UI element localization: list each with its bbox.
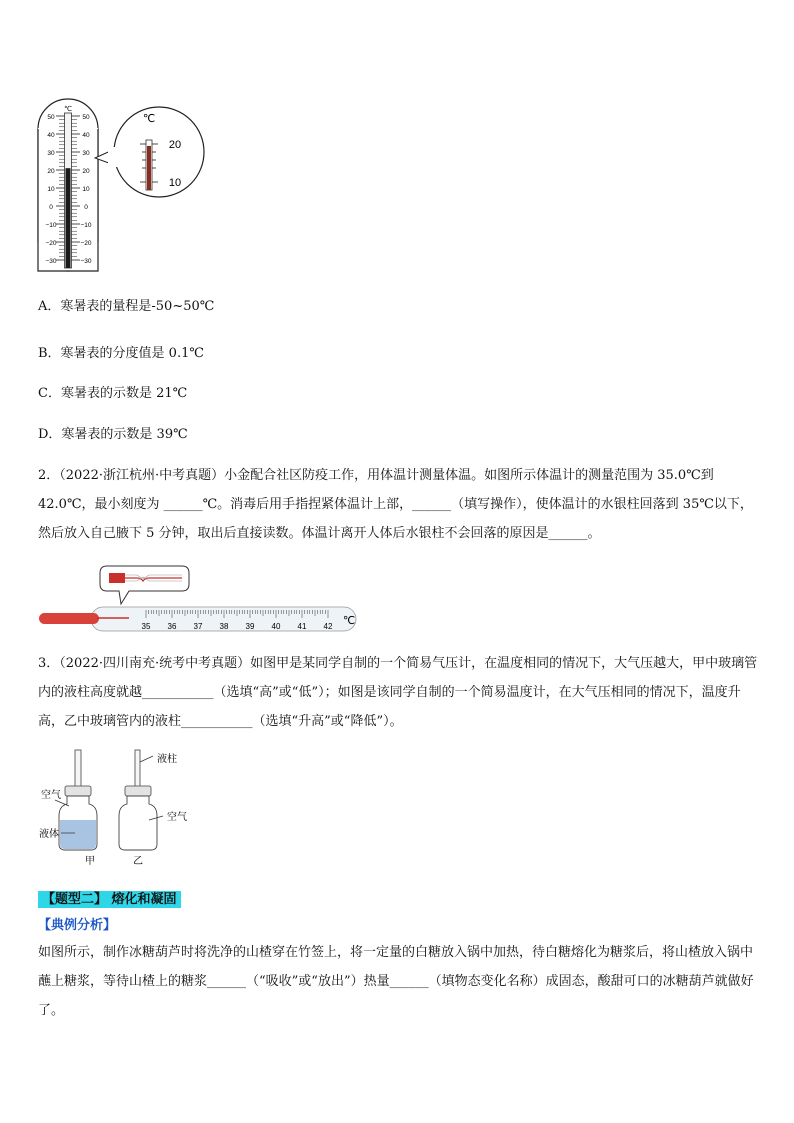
caption-yi: 乙 — [133, 856, 143, 867]
jia-cap — [65, 786, 91, 796]
scale-label-30-left: 30 — [47, 150, 55, 157]
clinical-label-40: 40 — [271, 622, 281, 631]
yi-bottle — [119, 796, 157, 850]
thermometer-figure — [37, 98, 207, 274]
section-heading: 【题型二】 熔化和凝固 — [38, 891, 181, 908]
scale-label-10-left: 10 — [47, 186, 55, 193]
scale-label-20-right: 20 — [82, 168, 90, 175]
zoom-label-20: 20 — [168, 139, 182, 151]
clinical-label-38: 38 — [219, 622, 229, 631]
constriction-callout — [100, 566, 189, 604]
zoom-unit-label: ℃ — [142, 113, 156, 125]
callout-mercury — [109, 573, 125, 583]
thermometer-bulb — [39, 613, 99, 624]
example-text: 如图所示，制作冰糖葫芦时将洗净的山楂穿在竹签上，将一定量的白糖放入锅中加热，待白糖熔化为糖浆后，将山楂放入锅中蘸上糖浆，等待山楂上的糖浆______（“吸收”或“放出”）热量______（填物态变化名称）成固态，酸甜可口的冰糖葫芦就做好了。 — [38, 945, 754, 1018]
unit-label: ℃ — [64, 106, 72, 113]
section-subheading: 【典例分析】 — [38, 918, 117, 933]
question-3: 3．（2022·四川南充·统考中考真题）如图甲是某同学自制的一个简易气压计，在温度相同的情况下，大气压越大，甲中玻璃管内的液柱高度就越___________（选填“高”或“低”）；如图是该同学自制的一个简易温度计，在大气压相同的情况下，温度升高，乙中玻璃管内的液柱___________（选填“升高”或“降低”）。 — [38, 656, 758, 729]
clinical-label-37: 37 — [193, 622, 203, 631]
clinical-label-42: 42 — [323, 622, 333, 631]
scale-label-30-right: 30 — [82, 150, 90, 157]
label-air-left: 空气 — [41, 790, 61, 801]
scale-label-neg20-right: −20 — [80, 240, 92, 247]
zoom-label-10: 10 — [168, 177, 182, 189]
scale-label-10-right: 10 — [82, 186, 90, 193]
option-a: A．寒暑表的量程是-50~50℃ — [38, 299, 215, 314]
clinical-label-41: 41 — [297, 622, 307, 631]
clinical-label-39: 39 — [245, 622, 255, 631]
caption-jia: 甲 — [85, 856, 95, 867]
scale-label-0-right: 0 — [84, 204, 88, 211]
label-air-right: 空气 — [167, 812, 187, 823]
scale-label-40-right: 40 — [82, 132, 90, 139]
scale-label-neg30-right: −30 — [80, 258, 92, 265]
scale-label-neg20-left: −20 — [45, 240, 57, 247]
clinical-label-36: 36 — [167, 622, 177, 631]
label-column: 液柱 — [157, 754, 177, 765]
scale-label-0-left: 0 — [49, 204, 53, 211]
scale-label-neg30-left: −30 — [45, 258, 57, 265]
zoom-liquid — [147, 146, 151, 190]
scale-label-50-left: 50 — [47, 114, 55, 121]
scale-label-neg10-left: −10 — [45, 222, 57, 229]
bottles-figure — [37, 748, 197, 868]
clinical-label-35: 35 — [141, 622, 151, 631]
scale-label-neg10-right: −10 — [80, 222, 92, 229]
option-b: B．寒暑表的分度值是 0.1℃ — [38, 346, 204, 361]
scale-label-40-left: 40 — [47, 132, 55, 139]
jia-liquid — [60, 820, 96, 849]
option-c: C．寒暑表的示数是 21℃ — [38, 386, 188, 401]
yi-cap — [125, 786, 151, 796]
clinical-thermometer-figure — [37, 560, 362, 634]
thermometer-liquid — [66, 168, 71, 268]
question-2: 2．（2022·浙江杭州·中考真题）小金配合社区防疫工作，用体温计测量体温。如图所示体温计的测量范围为 35.0℃到 42.0℃，最小刻度为 ______℃。消毒后用手指捏紧体温计上部，______（填写操作），使体温计的水银柱回落到 35℃以下，然后放入自己腋下 5 分钟，取出后直接读数。体温计离开人体后水银柱不会回落的原因是______。 — [38, 468, 753, 541]
clinical-unit-label: ℃ — [342, 615, 356, 627]
option-d: D．寒暑表的示数是 39℃ — [38, 427, 188, 442]
label-liquid: 液体 — [39, 829, 59, 840]
scale-label-20-left: 20 — [47, 168, 55, 175]
scale-label-50-right: 50 — [82, 114, 90, 121]
zoom-bubble — [114, 107, 204, 197]
